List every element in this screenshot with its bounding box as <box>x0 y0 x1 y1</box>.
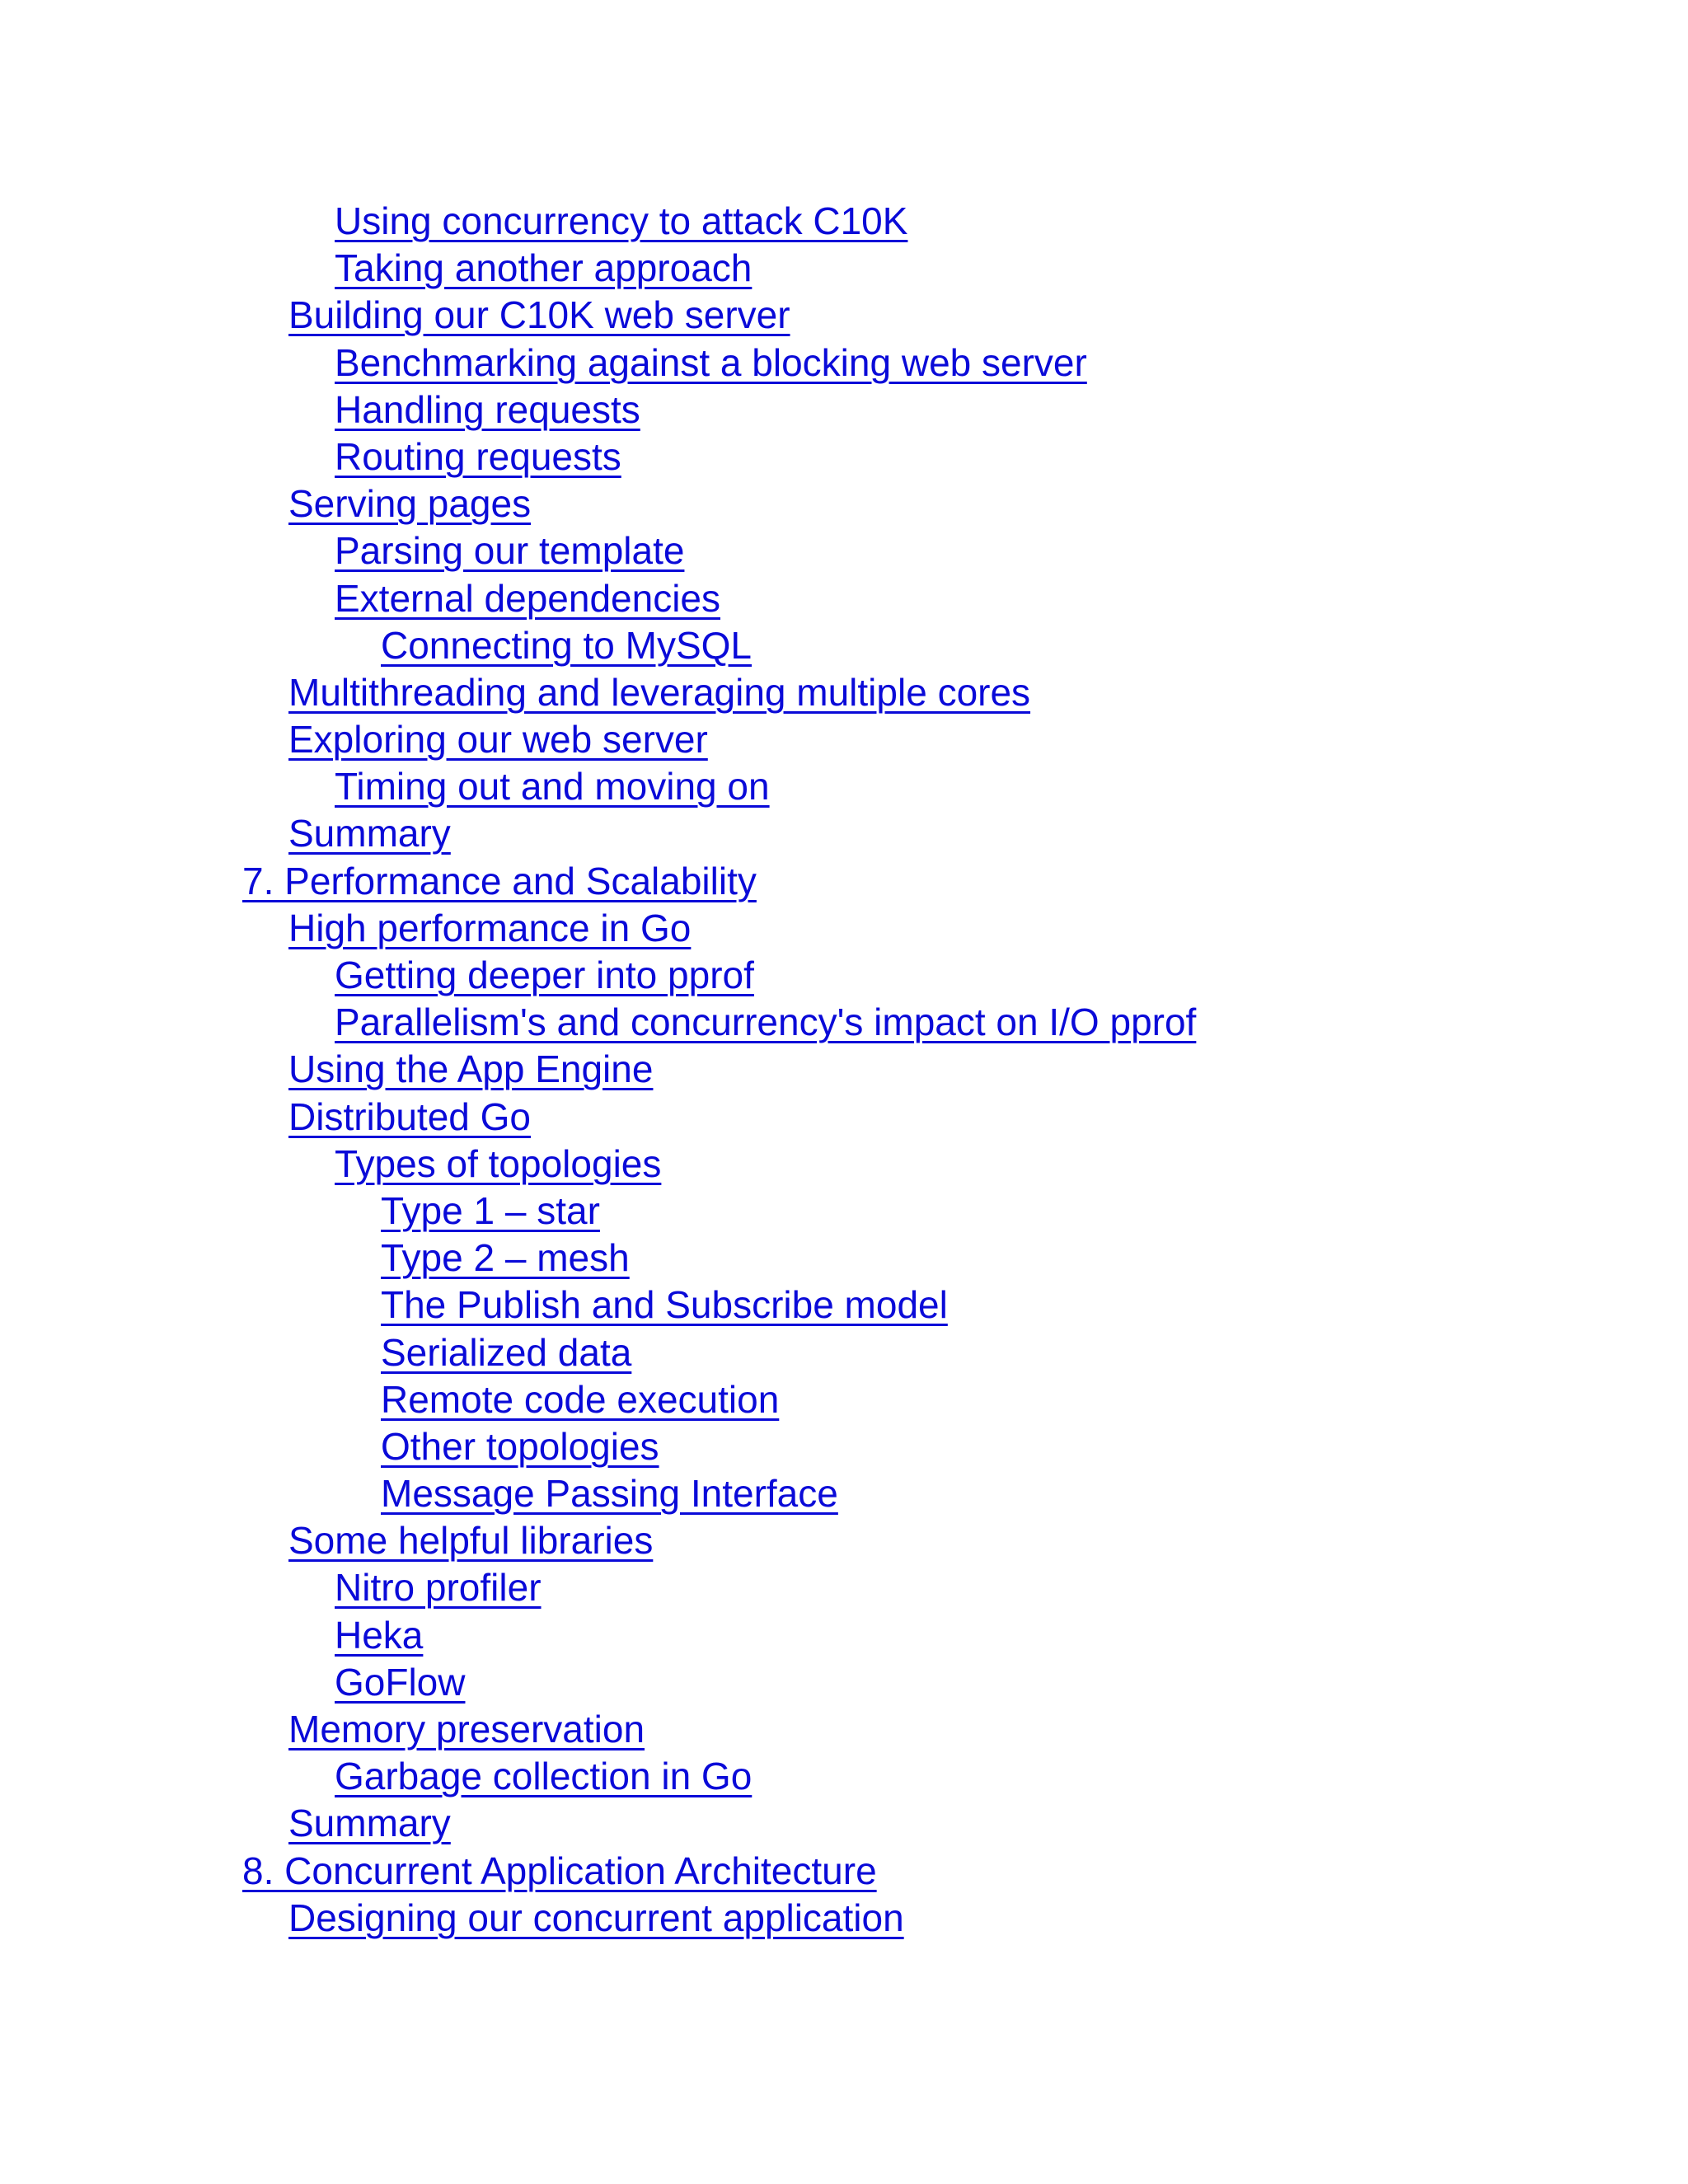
toc-link[interactable]: Connecting to MySQL <box>381 623 753 667</box>
toc-link[interactable]: Type 1 – star <box>381 1188 600 1232</box>
toc-entry <box>0 245 1688 292</box>
toc-link[interactable]: Using the App Engine <box>288 1047 654 1091</box>
toc-entry <box>0 1706 1688 1753</box>
toc-link[interactable]: Heka <box>335 1613 424 1657</box>
toc-link[interactable]: Type 2 – mesh <box>381 1236 630 1280</box>
toc-link[interactable]: High performance in Go <box>288 906 692 949</box>
toc-link[interactable]: Designing our concurrent application <box>288 1896 904 1939</box>
toc-link[interactable]: Using concurrency to attack C10K <box>335 199 908 242</box>
toc-entry <box>0 1282 1688 1329</box>
toc-entry <box>0 1046 1688 1093</box>
toc-entry <box>0 622 1688 669</box>
toc-link[interactable]: Building our C10K web server <box>288 293 790 337</box>
toc-entry <box>0 1423 1688 1470</box>
toc-link[interactable]: Taking another approach <box>335 246 753 290</box>
toc-entry <box>0 1612 1688 1659</box>
toc-entry <box>0 716 1688 763</box>
toc-link[interactable]: External dependencies <box>335 576 720 620</box>
toc-entry <box>0 340 1688 387</box>
toc-entry <box>0 1470 1688 1517</box>
toc-entry <box>0 527 1688 574</box>
toc-link[interactable]: Parallelism's and concurrency's impact on I/O pprof <box>335 1001 1197 1044</box>
toc-entry <box>0 1895 1688 1942</box>
toc-entry <box>0 1376 1688 1423</box>
toc-link[interactable]: Handling requests <box>335 387 640 431</box>
toc-entry <box>0 292 1688 339</box>
toc-link[interactable]: Routing requests <box>335 434 621 478</box>
toc-link[interactable]: Other topologies <box>381 1424 659 1468</box>
toc-entry <box>0 1329 1688 1376</box>
toc-entry <box>0 387 1688 434</box>
toc-link[interactable]: Distributed Go <box>288 1094 532 1138</box>
toc-entry <box>0 1517 1688 1564</box>
toc-link[interactable]: Garbage collection in Go <box>335 1755 753 1798</box>
table-of-contents <box>0 198 1688 1942</box>
toc-link[interactable]: Summary <box>288 812 451 855</box>
toc-entry <box>0 1753 1688 1800</box>
toc-link[interactable]: Parsing our template <box>335 529 685 573</box>
toc-link[interactable]: Summary <box>288 1802 451 1845</box>
toc-link[interactable]: Message Passing Interface <box>381 1472 838 1516</box>
toc-link[interactable]: Multithreading and leveraging multiple cores <box>288 670 1031 714</box>
toc-entry <box>0 480 1688 527</box>
toc-link[interactable]: 7. Performance and Scalability <box>242 859 757 902</box>
toc-entry <box>0 1848 1688 1895</box>
toc-link[interactable]: Types of topologies <box>335 1141 662 1185</box>
toc-entry <box>0 999 1688 1046</box>
toc-entry <box>0 1659 1688 1706</box>
toc-entry <box>0 1188 1688 1235</box>
toc-entry <box>0 1094 1688 1141</box>
toc-entry <box>0 1235 1688 1282</box>
toc-entry <box>0 198 1688 245</box>
toc-link[interactable]: GoFlow <box>335 1660 466 1704</box>
toc-link[interactable]: The Publish and Subscribe model <box>381 1283 948 1327</box>
toc-link[interactable]: Serialized data <box>381 1330 632 1374</box>
toc-entry <box>0 1800 1688 1847</box>
toc-entry <box>0 1564 1688 1611</box>
toc-link[interactable]: Some helpful libraries <box>288 1519 654 1563</box>
toc-entry <box>0 858 1688 905</box>
toc-link[interactable]: Benchmarking against a blocking web server <box>335 340 1087 384</box>
toc-entry <box>0 763 1688 810</box>
toc-entry <box>0 434 1688 480</box>
toc-entry <box>0 810 1688 857</box>
toc-entry <box>0 952 1688 999</box>
toc-entry <box>0 1141 1688 1188</box>
toc-link[interactable]: Serving pages <box>288 482 532 526</box>
toc-entry <box>0 905 1688 952</box>
toc-link[interactable]: 8. Concurrent Application Architecture <box>242 1849 877 1892</box>
toc-link[interactable]: Getting deeper into pprof <box>335 954 754 996</box>
toc-entry <box>0 575 1688 622</box>
toc-entry <box>0 669 1688 716</box>
toc-link[interactable]: Memory preservation <box>288 1708 645 1750</box>
toc-link[interactable]: Exploring our web server <box>288 718 708 762</box>
toc-link[interactable]: Timing out and moving on <box>335 765 770 808</box>
toc-link[interactable]: Nitro profiler <box>335 1566 542 1610</box>
toc-link[interactable]: Remote code execution <box>381 1377 780 1421</box>
